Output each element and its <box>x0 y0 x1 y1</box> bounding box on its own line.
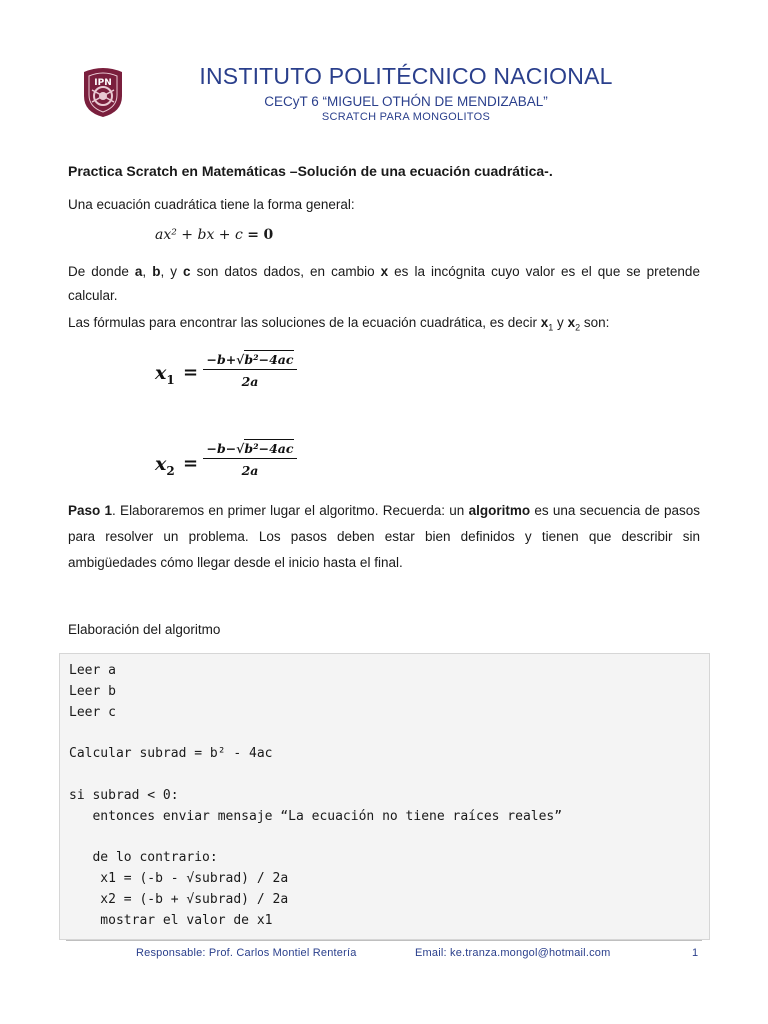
algorithm-code <box>69 661 562 931</box>
code-line: entonces enviar mensaje “La ecuación no tiene raíces reales” <box>69 808 563 824</box>
footer-email: Email: ke.tranza.mongol@hotmail.com <box>415 947 611 959</box>
logo-text: IPN <box>94 78 112 88</box>
code-line: x1 = (-b - √subrad) / 2a <box>69 870 289 886</box>
code-line: Leer c <box>69 704 116 720</box>
step1-paragraph: Paso 1. Elaboraremos en primer lugar el algoritmo. Recuerda: un algoritmo es una secuencia de pasos para resolver un problema. Los pasos deben estar bien definidos y tienen que describir sin ambigüedades cómo llegar desde el inicio hasta el final. <box>68 503 700 570</box>
formula-x1-fraction: $\frac{\text{−b+√b²−4ac}}{2a}$ <box>203 352 297 389</box>
general-equation <box>155 227 273 243</box>
code-line: Leer b <box>69 683 116 699</box>
code-line: mostrar el valor de x1 <box>69 912 273 928</box>
code-line: Calcular subrad = b² - 4ac <box>69 746 273 762</box>
code-line <box>69 765 562 786</box>
general-equation-lhs: ax² + bx + c <box>155 227 243 243</box>
code-line: si subrad < 0: <box>69 787 179 803</box>
school-name: CECyT 6 “MIGUEL OTHÓN DE MENDIZABAL” <box>264 94 548 109</box>
header-subtitle: SCRATCH PARA MONGOLITOS <box>321 111 491 123</box>
intro-text: Una ecuación cuadrática tiene la forma general: <box>68 197 355 212</box>
footer-divider <box>66 940 702 941</box>
formula-x2-lhs: $x_2$ <box>155 453 175 478</box>
code-line <box>69 827 562 848</box>
general-equation-eq: = <box>247 227 260 243</box>
code-line <box>69 723 562 744</box>
variables-paragraph: De donde a, b, y c son datos dados, en cambio x es la incógnita cuyo valor es el que se pretende calcular. <box>68 264 700 303</box>
page-number: 1 <box>692 947 699 959</box>
code-line: de lo contrario: <box>69 850 218 866</box>
algorithm-label: Elaboración del algoritmo <box>68 622 221 637</box>
general-equation-rhs: 0 <box>263 227 274 243</box>
code-line: x2 = (-b + √subrad) / 2a <box>69 891 289 907</box>
formulas-paragraph: Las fórmulas para encontrar las soluciones de la ecuación cuadrática, es decir $x_1$ y $x_2$ son: <box>68 315 610 333</box>
code-line: Leer a <box>69 663 116 678</box>
footer-responsible: Responsable: Prof. Carlos Montiel Rentería <box>136 947 357 959</box>
formula-x1-lhs: $x_1$ <box>155 362 175 387</box>
page-title: Practica Scratch en Matemáticas –Solución de una ecuación cuadrática-. <box>68 163 553 179</box>
institution-title: INSTITUTO POLITÉCNICO NACIONAL <box>199 63 613 89</box>
algorithm-code-box <box>59 653 710 940</box>
formula-x2-fraction: $\frac{\text{−b−√b²−4ac}}{2a}$ <box>203 441 297 478</box>
